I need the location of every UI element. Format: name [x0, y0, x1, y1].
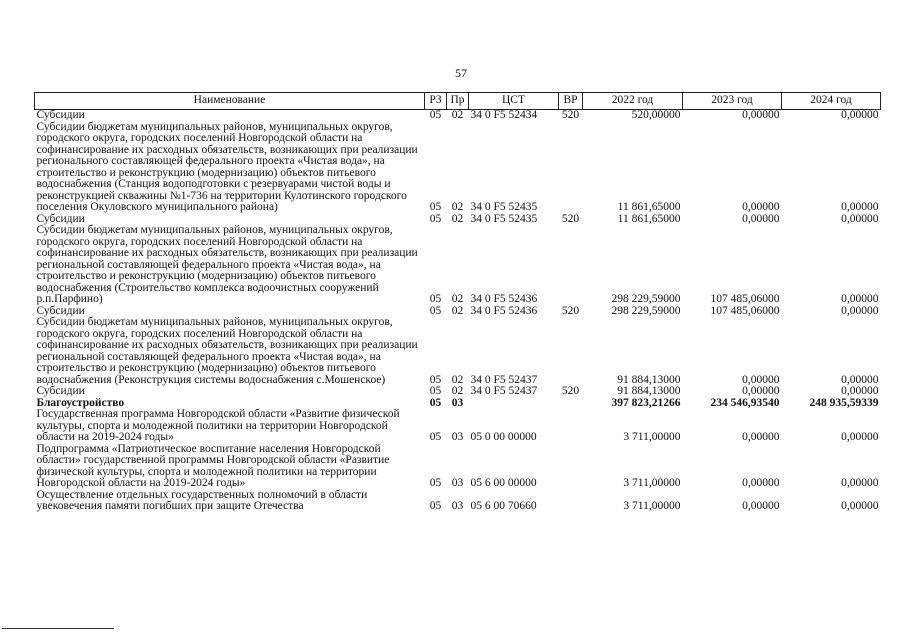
- cell-cst: 34 0 F5 52435: [470, 201, 538, 213]
- cell-2022: 91 884,13000: [617, 385, 681, 397]
- cell-2022: 298 229,59000: [611, 304, 681, 317]
- cell-2024: 0,00000: [841, 373, 879, 386]
- column-header-cst: ЦСТ: [469, 93, 559, 110]
- cell-name: Благоустройство: [36, 396, 125, 409]
- cell-name: Субсидии: [36, 304, 85, 317]
- cell-2024: 0,00000: [841, 109, 879, 121]
- cell-vr: [559, 398, 583, 410]
- column-header-rz: РЗ: [425, 93, 447, 110]
- cell-2024: 0,00000: [841, 431, 879, 443]
- cell-2024: 0,00000: [841, 477, 879, 489]
- cell-2023: 234 546,93540: [710, 396, 780, 409]
- cell-vr: [559, 490, 583, 513]
- table-header: [35, 93, 881, 110]
- cell-2024: 0,00000: [841, 293, 879, 305]
- cell-2024: 0,00000: [841, 201, 879, 213]
- cell-2023: 0,00000: [742, 373, 780, 386]
- cell-cst: 05 6 00 00000: [470, 477, 537, 489]
- cell-pr: 02: [451, 212, 464, 225]
- table-body: [35, 110, 881, 513]
- cell-2024: 0,00000: [841, 500, 879, 512]
- cell-rz: 05: [429, 385, 442, 397]
- cell-vr: [559, 409, 583, 444]
- table-row: [35, 110, 881, 122]
- cell-vr: 520: [561, 109, 580, 121]
- footnote-divider: [2, 628, 114, 629]
- cell-name: Субсидии бюджетам муниципальных районов, муниципальных округов, городского округа, городских поселений Новгородской области на софинансирование их расходных обязательств, возникающих при реализации региональной составляющей федерального проекта «Чистая вода», на строительство и реконструкцию (модернизацию) объектов питьевого водоснабжения (Реконструкция системы водоснабжения с.Мошенское): [36, 316, 418, 386]
- cell-vr: [559, 444, 583, 490]
- cell-pr: 02: [451, 373, 464, 386]
- table-row: [35, 386, 881, 398]
- cell-name: Субсидии: [36, 385, 85, 397]
- cell-name: Субсидии бюджетам муниципальных районов, муниципальных округов, городского округа, городских поселений Новгородской области на софинансирование их расходных обязательств, возникающих при реализации регионального составляющей федерального проекта «Чистая вода», на строительство и реконструкцию (модернизацию) объектов питьевого водоснабжения (Станция водоподготовки с резервуарами чистой воды и реконструкцией скважины №1-736 на территории Кулотинского городского поселения Окуловского муниципального района): [36, 120, 418, 213]
- cell-2022: 3 711,00000: [623, 477, 681, 489]
- cell-rz: 05: [429, 477, 442, 489]
- cell-2023: 107 485,06000: [710, 304, 780, 317]
- cell-cst: 05 0 00 00000: [470, 431, 537, 443]
- table-row: [35, 409, 881, 444]
- cell-vr: [559, 225, 583, 306]
- cell-vr: [559, 122, 583, 214]
- cell-2022: 11 861,65000: [617, 201, 681, 213]
- cell-cst: [469, 398, 559, 410]
- column-header-2024: 2024 год: [782, 93, 881, 110]
- cell-name: Субсидии: [36, 212, 85, 225]
- cell-2022: 3 711,00000: [623, 500, 681, 512]
- cell-cst: 34 0 F5 52437: [470, 373, 538, 386]
- cell-cst: 34 0 F5 52435: [470, 212, 538, 225]
- cell-cst: 34 0 F5 52436: [470, 293, 538, 305]
- cell-2022: 397 823,21266: [611, 396, 681, 409]
- cell-vr: [559, 317, 583, 386]
- cell-rz: 05: [429, 304, 442, 317]
- cell-2022: 520,00000: [631, 109, 681, 121]
- cell-pr: 03: [451, 500, 464, 512]
- cell-2024: 0,00000: [841, 212, 879, 225]
- cell-2022: 91 884,13000: [617, 373, 681, 386]
- cell-2022: 11 861,65000: [617, 212, 681, 225]
- cell-cst: 05 6 00 70660: [470, 500, 537, 512]
- cell-rz: 05: [429, 373, 442, 386]
- cell-pr: 03: [451, 431, 464, 443]
- page-number: 57: [455, 66, 467, 80]
- cell-cst: 34 0 F5 52434: [470, 109, 538, 121]
- cell-2024: 0,00000: [841, 385, 879, 397]
- column-header-pr: Пр: [447, 93, 469, 110]
- cell-vr: 520: [561, 304, 580, 317]
- cell-cst: 34 0 F5 52437: [470, 385, 538, 397]
- cell-pr: 02: [451, 293, 464, 305]
- cell-cst: 34 0 F5 52436: [470, 304, 538, 317]
- table-row: [35, 490, 881, 513]
- cell-2022: 3 711,00000: [623, 431, 681, 443]
- budget-table: [34, 92, 881, 513]
- cell-name: Осуществление отдельных государственных полномочий в области увековечения памяти погибших при защите Отечества: [36, 488, 368, 512]
- cell-name: Субсидии бюджетам муниципальных районов, муниципальных округов, городского округа, городских поселений Новгородской области на софинансирование их расходных обязательств, возникающих при реализации региональной составляющей федерального проекта «Чистая вода», на строительство и реконструкцию (модернизацию) объектов питьевого водоснабжения (Строительство комплекса водоочистных сооружений р.п.Парфино): [36, 224, 418, 305]
- cell-2023: 0,00000: [742, 385, 780, 397]
- cell-rz: 05: [429, 109, 442, 121]
- column-header-vr: ВР: [559, 93, 583, 110]
- cell-2023: 0,00000: [742, 477, 780, 489]
- cell-pr: 02: [451, 201, 464, 213]
- column-header-name: Наименование: [35, 93, 425, 110]
- cell-pr: 03: [451, 477, 464, 489]
- table-row: [35, 122, 881, 214]
- column-header-2022: 2022 год: [583, 93, 683, 110]
- cell-2024: 248 935,59339: [809, 396, 879, 409]
- cell-vr: 520: [561, 385, 580, 397]
- cell-rz: 05: [429, 293, 442, 305]
- cell-rz: 05: [429, 212, 442, 225]
- cell-2023: 0,00000: [742, 109, 780, 121]
- cell-name: Субсидии: [36, 109, 85, 121]
- cell-rz: 05: [429, 431, 442, 443]
- cell-pr: 03: [451, 396, 464, 409]
- cell-rz: 05: [429, 500, 442, 512]
- cell-2023: 107 485,06000: [710, 293, 780, 305]
- table-row: [35, 225, 881, 306]
- cell-2024: 0,00000: [841, 304, 879, 317]
- cell-2023: 0,00000: [742, 500, 780, 512]
- cell-name: Государственная программа Новгородской области «Развитие физической культуры, спорта и молодежной политики на территории Новгородской области на 2019-2024 годы»: [36, 408, 400, 443]
- cell-vr: 520: [561, 212, 580, 225]
- cell-2023: 0,00000: [742, 212, 780, 225]
- cell-rz: 05: [429, 201, 442, 213]
- cell-2022: 298 229,59000: [611, 293, 681, 305]
- cell-2023: 0,00000: [742, 431, 780, 443]
- cell-pr: 02: [451, 385, 464, 397]
- cell-name: Подпрограмма «Патриотическое воспитание населения Новгородской области» государственной программы Новгородской области «Развитие физической культуры, спорта и молодежной политики на территории Новгородской области на 2019-2024 годы»: [36, 442, 390, 489]
- cell-rz: 05: [429, 396, 442, 409]
- cell-2023: 0,00000: [742, 201, 780, 213]
- column-header-2023: 2023 год: [683, 93, 782, 110]
- cell-pr: 02: [451, 109, 464, 121]
- table-row: [35, 444, 881, 490]
- table-row: [35, 317, 881, 386]
- cell-pr: 02: [451, 304, 464, 317]
